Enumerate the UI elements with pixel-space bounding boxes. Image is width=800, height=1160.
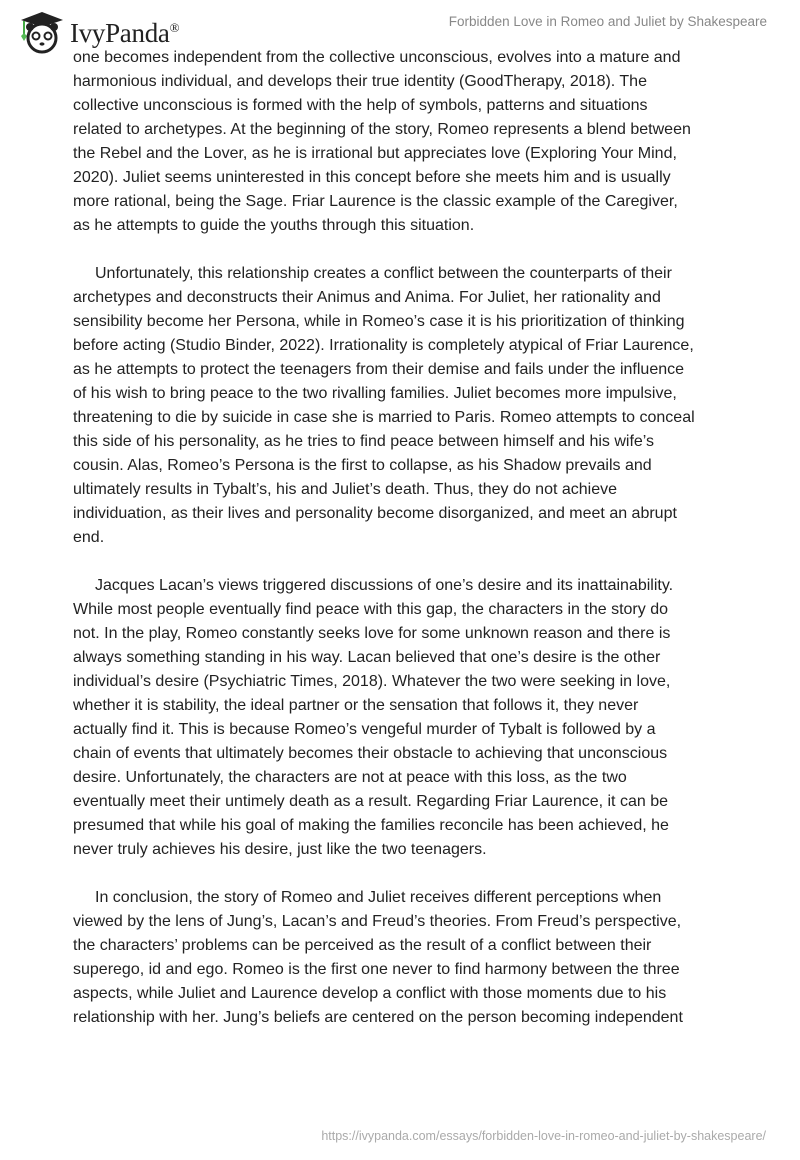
paragraph-line: cousin. Alas, Romeo’s Persona is the first to collapse, as his Shadow prevails and	[73, 457, 652, 474]
paragraph-line: always something standing in his way. Lacan believed that one’s desire is the other	[73, 649, 661, 666]
paragraph-line: whether it is stability, the ideal partner or the sensation that follows it, they never	[73, 697, 639, 714]
essay-body	[73, 46, 753, 1054]
paragraph-line: individuation, as their lives and personality become disorganized, and meet an abrupt	[73, 505, 677, 522]
paragraph-line: collective unconscious is formed with the help of symbols, patterns and situations	[73, 97, 648, 114]
paragraph-line: the Rebel and the Lover, as he is irrational but appreciates love (Exploring Your Mind,	[73, 145, 677, 162]
paragraph-line: as he attempts to protect the teenagers from their demise and fails under the influence	[73, 361, 685, 378]
paragraph-line: relationship with her. Jung’s beliefs are centered on the person becoming independent	[73, 1009, 683, 1026]
essay-paragraph	[73, 262, 753, 550]
paragraph-line: individual’s desire (Psychiatric Times, 2018). Whatever the two were seeking in love,	[73, 673, 671, 690]
paragraph-line: not. In the play, Romeo constantly seeks love for some unknown reason and there is	[73, 625, 671, 642]
paragraph-line: Unfortunately, this relationship creates a conflict between the counterparts of their	[95, 265, 672, 282]
paragraph-line: chain of events that ultimately becomes their obstacle to achieving that unconscious	[73, 745, 668, 762]
footer-url-link[interactable]: https://ivypanda.com/essays/forbidden-love-in-romeo-and-juliet-by-shakespeare/	[321, 1129, 766, 1143]
paragraph-line: end.	[73, 529, 105, 546]
paragraph-line: ultimately results in Tybalt’s, his and Juliet’s death. Thus, they do not achieve	[73, 481, 618, 498]
paragraph-line: presumed that while his goal of making the families reconcile has been achieved, he	[73, 817, 669, 834]
paragraph-line: one becomes independent from the collective unconscious, evolves into a mature and	[73, 49, 681, 66]
paragraph-line: the characters’ problems can be perceived as the result of a conflict between their	[73, 937, 652, 954]
paragraph-line: of his wish to bring peace to the two rivalling families. Juliet becomes more impulsive,	[73, 385, 677, 402]
paragraph-line: 2020). Juliet seems uninterested in this concept before she meets him and is usually	[73, 169, 671, 186]
paragraph-line: archetypes and deconstructs their Animus and Anima. For Juliet, her rationality and	[73, 289, 661, 306]
essay-paragraph	[73, 574, 753, 862]
paragraph-line: Jacques Lacan’s views triggered discussions of one’s desire and its inattainability.	[95, 577, 674, 594]
paragraph-line: never truly achieves his desire, just like the two teenagers.	[73, 841, 487, 858]
paragraph-line: eventually meet their untimely death as a result. Regarding Friar Laurence, it can be	[73, 793, 668, 810]
paragraph-line: before acting (Studio Binder, 2022). Irrationality is completely atypical of Friar Laurence,	[73, 337, 694, 354]
essay-paragraph	[73, 46, 753, 238]
paragraph-line: sensibility become her Persona, while in Romeo’s case it is his prioritization of thinking	[73, 313, 685, 330]
paragraph-line: related to archetypes. At the beginning of the story, Romeo represents a blend between	[73, 121, 691, 138]
paragraph-line: actually find it. This is because Romeo’s vengeful murder of Tybalt is followed by a	[73, 721, 656, 738]
paragraph-line: harmonious individual, and develops their true identity (GoodTherapy, 2018). The	[73, 73, 647, 90]
paragraph-line: aspects, while Juliet and Laurence develop a conflict with those moments due to his	[73, 985, 667, 1002]
essay-paragraph	[73, 886, 753, 1030]
paragraph-line: desire. Unfortunately, the characters are not at peace with this loss, as the two	[73, 769, 627, 786]
document-title: Forbidden Love in Romeo and Juliet by Shakespeare	[448, 14, 767, 29]
paragraph-line: While most people eventually find peace with this gap, the characters in the story do	[73, 601, 668, 618]
paragraph-line: as he attempts to guide the youths through this situation.	[73, 217, 475, 234]
logo-text: IvyPanda®	[70, 17, 180, 48]
paragraph-line: threatening to die by suicide in case she is married to Paris. Romeo attempts to conceal	[73, 409, 695, 426]
paragraph-line: more rational, being the Sage. Friar Laurence is the classic example of the Caregiver,	[73, 193, 678, 210]
paragraph-line: superego, id and ego. Romeo is the first one never to find harmony between the three	[73, 961, 680, 978]
paragraph-line: In conclusion, the story of Romeo and Juliet receives different perceptions when	[95, 889, 662, 906]
paragraph-line: viewed by the lens of Jung’s, Lacan’s and Freud’s theories. From Freud’s perspective,	[73, 913, 682, 930]
paragraph-line: this side of his personality, as he tries to find peace between himself and his wife’s	[73, 433, 655, 450]
panda-graduate-icon	[18, 10, 64, 56]
